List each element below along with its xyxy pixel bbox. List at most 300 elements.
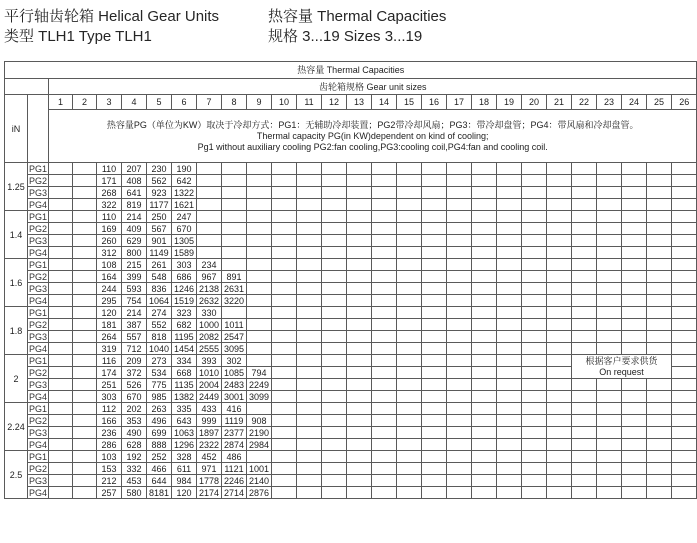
capacity-value: 251	[97, 379, 122, 391]
capacity-value: 2322	[197, 439, 222, 451]
empty-cell	[472, 451, 497, 463]
empty-cell	[372, 439, 397, 451]
capacity-value: 794	[247, 367, 272, 379]
empty-cell	[572, 463, 597, 475]
empty-cell	[572, 271, 597, 283]
empty-cell	[572, 283, 597, 295]
capacity-value: 641	[122, 187, 147, 199]
size-number-16: 16	[422, 95, 447, 110]
capacity-value: 593	[122, 283, 147, 295]
empty-cell	[347, 199, 372, 211]
pg-label: PG4	[28, 391, 47, 402]
size-number-13: 13	[347, 95, 372, 110]
capacity-value: 1010	[197, 367, 222, 379]
capacity-value: 416	[222, 403, 247, 415]
empty-cell	[49, 235, 73, 247]
size-number-22: 22	[572, 95, 597, 110]
empty-cell	[422, 235, 447, 247]
table-row	[5, 307, 697, 319]
capacity-value: 2714	[222, 487, 247, 499]
empty-cell	[447, 283, 472, 295]
table-row	[5, 487, 697, 499]
empty-cell	[347, 259, 372, 271]
table-row	[5, 211, 697, 223]
empty-cell	[347, 415, 372, 427]
capacity-value	[247, 259, 272, 271]
empty-cell	[497, 235, 522, 247]
capacity-value: 1149	[147, 247, 172, 259]
empty-cell	[547, 367, 572, 379]
capacity-value: 234	[197, 259, 222, 271]
capacity-value: 2876	[247, 487, 272, 499]
capacity-value: 120	[172, 487, 197, 499]
empty-cell	[372, 187, 397, 199]
capacity-value: 1001	[247, 463, 272, 475]
empty-cell	[622, 487, 647, 499]
empty-cell	[297, 367, 322, 379]
capacity-value: 644	[147, 475, 172, 487]
capacity-value	[247, 199, 272, 211]
empty-cell	[372, 487, 397, 499]
capacity-value	[222, 163, 247, 175]
empty-cell	[522, 343, 547, 355]
capacity-value: 453	[122, 475, 147, 487]
empty-cell	[522, 175, 547, 187]
empty-cell	[672, 367, 697, 379]
empty-cell	[347, 343, 372, 355]
capacity-value: 312	[97, 247, 122, 259]
empty-cell	[297, 355, 322, 367]
empty-cell	[597, 451, 622, 463]
empty-cell	[647, 211, 672, 223]
capacity-value: 252	[147, 451, 172, 463]
empty-cell	[372, 463, 397, 475]
table-row	[5, 391, 697, 403]
empty-cell	[647, 319, 672, 331]
empty-cell	[497, 379, 522, 391]
empty-cell	[647, 487, 672, 499]
empty-cell	[347, 355, 372, 367]
empty-cell	[347, 391, 372, 403]
ratio-label: 2.24	[5, 403, 28, 451]
empty-cell	[672, 319, 697, 331]
empty-cell	[672, 259, 697, 271]
empty-cell	[597, 175, 622, 187]
capacity-value: 1778	[197, 475, 222, 487]
empty-cell	[49, 391, 73, 403]
empty-cell	[322, 391, 347, 403]
empty-cell	[647, 379, 672, 391]
table-row	[5, 187, 697, 199]
empty-cell	[547, 175, 572, 187]
capacity-value: 1064	[147, 295, 172, 307]
capacity-value	[247, 319, 272, 331]
empty-cell	[547, 235, 572, 247]
empty-cell	[272, 247, 297, 259]
pg-label: PG4	[28, 247, 47, 258]
empty-cell	[73, 163, 97, 175]
empty-cell	[347, 211, 372, 223]
empty-cell	[397, 307, 422, 319]
empty-cell	[447, 187, 472, 199]
empty-cell	[73, 367, 97, 379]
empty-cell	[272, 163, 297, 175]
capacity-value: 2174	[197, 487, 222, 499]
capacity-value: 169	[97, 223, 122, 235]
empty-cell	[672, 211, 697, 223]
empty-cell	[297, 187, 322, 199]
pg-label: PG2	[28, 271, 47, 282]
empty-cell	[522, 271, 547, 283]
pg-label: PG2	[28, 223, 47, 234]
capacity-value: 611	[172, 463, 197, 475]
empty-cell	[347, 247, 372, 259]
empty-cell	[49, 367, 73, 379]
table-row	[5, 439, 697, 451]
empty-cell	[597, 487, 622, 499]
empty-cell	[647, 163, 672, 175]
empty-cell	[447, 427, 472, 439]
empty-cell	[472, 295, 497, 307]
capacity-value: 202	[122, 403, 147, 415]
empty-cell	[73, 175, 97, 187]
ratio-label: 1.25	[5, 163, 28, 211]
empty-cell	[472, 199, 497, 211]
capacity-value	[222, 235, 247, 247]
empty-cell	[322, 415, 347, 427]
empty-cell	[672, 475, 697, 487]
capacity-value: 335	[172, 403, 197, 415]
empty-cell	[297, 211, 322, 223]
capacity-value	[197, 187, 222, 199]
pg-label: PG3	[28, 331, 47, 342]
capacity-value: 153	[97, 463, 122, 475]
empty-cell	[497, 211, 522, 223]
ratio-label: 1.6	[5, 259, 28, 307]
empty-cell	[447, 415, 472, 427]
empty-cell	[447, 451, 472, 463]
empty-cell	[647, 463, 672, 475]
empty-cell	[49, 487, 73, 499]
capacity-value: 1382	[172, 391, 197, 403]
empty-cell	[347, 403, 372, 415]
empty-cell	[347, 235, 372, 247]
empty-cell	[297, 235, 322, 247]
empty-cell	[547, 343, 572, 355]
empty-cell	[322, 355, 347, 367]
empty-cell	[73, 319, 97, 331]
empty-cell	[322, 379, 347, 391]
empty-cell	[572, 427, 597, 439]
empty-cell	[547, 187, 572, 199]
empty-cell	[73, 331, 97, 343]
capacity-value: 891	[222, 271, 247, 283]
empty-cell	[49, 355, 73, 367]
capacity-value: 372	[122, 367, 147, 379]
empty-cell	[472, 463, 497, 475]
empty-cell	[73, 439, 97, 451]
empty-cell	[647, 295, 672, 307]
empty-cell	[49, 271, 73, 283]
pg-label: PG2	[28, 319, 47, 330]
size-number-12: 12	[322, 95, 347, 110]
empty-cell	[597, 295, 622, 307]
empty-cell	[347, 439, 372, 451]
capacity-value: 1589	[172, 247, 197, 259]
empty-cell	[522, 403, 547, 415]
capacity-value	[197, 163, 222, 175]
empty-cell	[272, 259, 297, 271]
empty-cell	[447, 271, 472, 283]
empty-cell	[472, 355, 497, 367]
size-number-11: 11	[297, 95, 322, 110]
empty-cell	[597, 211, 622, 223]
empty-cell	[272, 487, 297, 499]
empty-cell	[472, 475, 497, 487]
pg-label: PG1	[28, 163, 47, 174]
empty-cell	[297, 391, 322, 403]
capacity-value: 323	[172, 307, 197, 319]
empty-cell	[447, 367, 472, 379]
empty-cell	[572, 403, 597, 415]
capacity-value: 818	[147, 331, 172, 343]
empty-cell	[347, 487, 372, 499]
capacity-value: 112	[97, 403, 122, 415]
capacity-value: 263	[147, 403, 172, 415]
empty-cell	[422, 403, 447, 415]
capacity-value: 967	[197, 271, 222, 283]
empty-cell	[347, 271, 372, 283]
empty-cell	[472, 307, 497, 319]
empty-cell	[622, 283, 647, 295]
capacity-value: 409	[122, 223, 147, 235]
empty-cell	[672, 391, 697, 403]
empty-cell	[597, 475, 622, 487]
empty-cell	[447, 463, 472, 475]
empty-cell	[622, 451, 647, 463]
empty-cell	[447, 247, 472, 259]
empty-cell	[497, 187, 522, 199]
empty-cell	[447, 199, 472, 211]
empty-cell	[622, 391, 647, 403]
capacity-value	[197, 247, 222, 259]
in-label: iN	[5, 95, 28, 163]
empty-cell	[497, 367, 522, 379]
empty-cell	[572, 331, 597, 343]
title-left-line1: 平行轴齿轮箱 Helical Gear Units	[4, 8, 220, 25]
pg-label: PG2	[28, 367, 47, 378]
empty-cell	[597, 391, 622, 403]
pg-label: PG4	[28, 439, 47, 450]
capacity-value: 496	[147, 415, 172, 427]
capacity-value: 668	[172, 367, 197, 379]
empty-cell	[572, 199, 597, 211]
capacity-value: 1121	[222, 463, 247, 475]
capacity-value: 332	[122, 463, 147, 475]
empty-cell	[397, 451, 422, 463]
size-number-7: 7	[197, 95, 222, 110]
empty-cell	[547, 259, 572, 271]
capacity-value: 387	[122, 319, 147, 331]
table-row	[5, 319, 697, 331]
capacity-value: 209	[122, 355, 147, 367]
empty-cell	[597, 307, 622, 319]
empty-cell	[622, 247, 647, 259]
table-row	[5, 199, 697, 211]
capacity-value: 212	[97, 475, 122, 487]
pg-header-blank	[28, 95, 49, 163]
capacity-value: 190	[172, 163, 197, 175]
empty-cell	[49, 187, 73, 199]
empty-cell	[672, 487, 697, 499]
empty-cell	[622, 295, 647, 307]
empty-cell	[297, 487, 322, 499]
empty-cell	[572, 391, 597, 403]
empty-cell	[472, 343, 497, 355]
size-number-17: 17	[447, 95, 472, 110]
thermal-capacity-table	[4, 61, 697, 499]
empty-cell	[397, 319, 422, 331]
empty-cell	[347, 427, 372, 439]
capacity-value: 2984	[247, 439, 272, 451]
empty-cell	[372, 163, 397, 175]
empty-cell	[447, 475, 472, 487]
empty-cell	[49, 175, 73, 187]
empty-cell	[672, 283, 697, 295]
empty-cell	[49, 343, 73, 355]
capacity-value: 1621	[172, 199, 197, 211]
empty-cell	[547, 163, 572, 175]
empty-cell	[372, 307, 397, 319]
capacity-value: 3001	[222, 391, 247, 403]
empty-cell	[272, 475, 297, 487]
empty-cell	[572, 247, 597, 259]
empty-cell	[572, 175, 597, 187]
empty-cell	[447, 223, 472, 235]
empty-cell	[397, 391, 422, 403]
empty-cell	[672, 331, 697, 343]
empty-cell	[73, 259, 97, 271]
capacity-value: 452	[197, 451, 222, 463]
capacity-value: 286	[97, 439, 122, 451]
empty-cell	[422, 175, 447, 187]
capacity-value: 466	[147, 463, 172, 475]
table-row	[5, 343, 697, 355]
empty-cell	[622, 439, 647, 451]
empty-cell	[272, 223, 297, 235]
capacity-value	[247, 403, 272, 415]
empty-cell	[322, 475, 347, 487]
pg-label: PG1	[28, 307, 47, 318]
capacity-value: 264	[97, 331, 122, 343]
empty-cell	[622, 211, 647, 223]
empty-cell	[397, 187, 422, 199]
capacity-value: 1195	[172, 331, 197, 343]
empty-cell	[447, 307, 472, 319]
empty-cell	[322, 175, 347, 187]
empty-cell	[447, 235, 472, 247]
ratio-label: 1.4	[5, 211, 28, 259]
empty-cell	[522, 187, 547, 199]
pg-label: PG3	[28, 427, 47, 438]
empty-cell	[447, 487, 472, 499]
empty-cell	[49, 439, 73, 451]
empty-cell	[272, 463, 297, 475]
empty-cell	[347, 283, 372, 295]
empty-cell	[297, 451, 322, 463]
capacity-value: 2874	[222, 439, 247, 451]
empty-cell	[372, 295, 397, 307]
capacity-value: 901	[147, 235, 172, 247]
empty-cell	[597, 283, 622, 295]
empty-cell	[372, 451, 397, 463]
empty-cell	[497, 307, 522, 319]
empty-cell	[372, 175, 397, 187]
empty-cell	[73, 211, 97, 223]
capacity-value: 120	[97, 307, 122, 319]
empty-cell	[322, 187, 347, 199]
size-number-26: 26	[672, 95, 697, 110]
capacity-value	[222, 199, 247, 211]
capacity-value: 261	[147, 259, 172, 271]
capacity-value: 908	[247, 415, 272, 427]
empty-cell	[297, 475, 322, 487]
capacity-value	[247, 187, 272, 199]
empty-cell	[372, 199, 397, 211]
empty-cell	[522, 307, 547, 319]
pg-label: PG3	[28, 475, 47, 486]
capacity-value	[247, 175, 272, 187]
empty-cell	[597, 379, 622, 391]
empty-cell	[447, 295, 472, 307]
capacity-value: 1296	[172, 439, 197, 451]
capacity-value	[247, 331, 272, 343]
size-number-6: 6	[172, 95, 197, 110]
description-en-2: Pg1 without auxiliary cooling PG2:fan cooling,PG3:cooling coil,PG4:fan and cooling coil.	[197, 141, 548, 152]
empty-cell	[622, 319, 647, 331]
empty-cell	[497, 319, 522, 331]
empty-cell	[322, 247, 347, 259]
empty-cell	[272, 199, 297, 211]
capacity-value: 999	[197, 415, 222, 427]
empty-cell	[572, 475, 597, 487]
empty-cell	[472, 175, 497, 187]
empty-cell	[572, 451, 597, 463]
empty-cell	[497, 475, 522, 487]
empty-cell	[73, 235, 97, 247]
table-row	[5, 247, 697, 259]
empty-cell	[49, 247, 73, 259]
capacity-value	[222, 247, 247, 259]
empty-cell	[472, 391, 497, 403]
empty-cell	[397, 163, 422, 175]
empty-cell	[49, 223, 73, 235]
capacity-value: 643	[172, 415, 197, 427]
capacity-value: 670	[122, 391, 147, 403]
empty-cell	[272, 295, 297, 307]
capacity-value: 319	[97, 343, 122, 355]
capacity-value: 257	[97, 487, 122, 499]
capacity-value: 486	[222, 451, 247, 463]
empty-cell	[472, 427, 497, 439]
empty-cell	[622, 163, 647, 175]
empty-cell	[622, 199, 647, 211]
empty-cell	[647, 187, 672, 199]
empty-cell	[497, 331, 522, 343]
empty-cell	[297, 331, 322, 343]
empty-cell	[297, 379, 322, 391]
on-request-note	[572, 355, 672, 379]
